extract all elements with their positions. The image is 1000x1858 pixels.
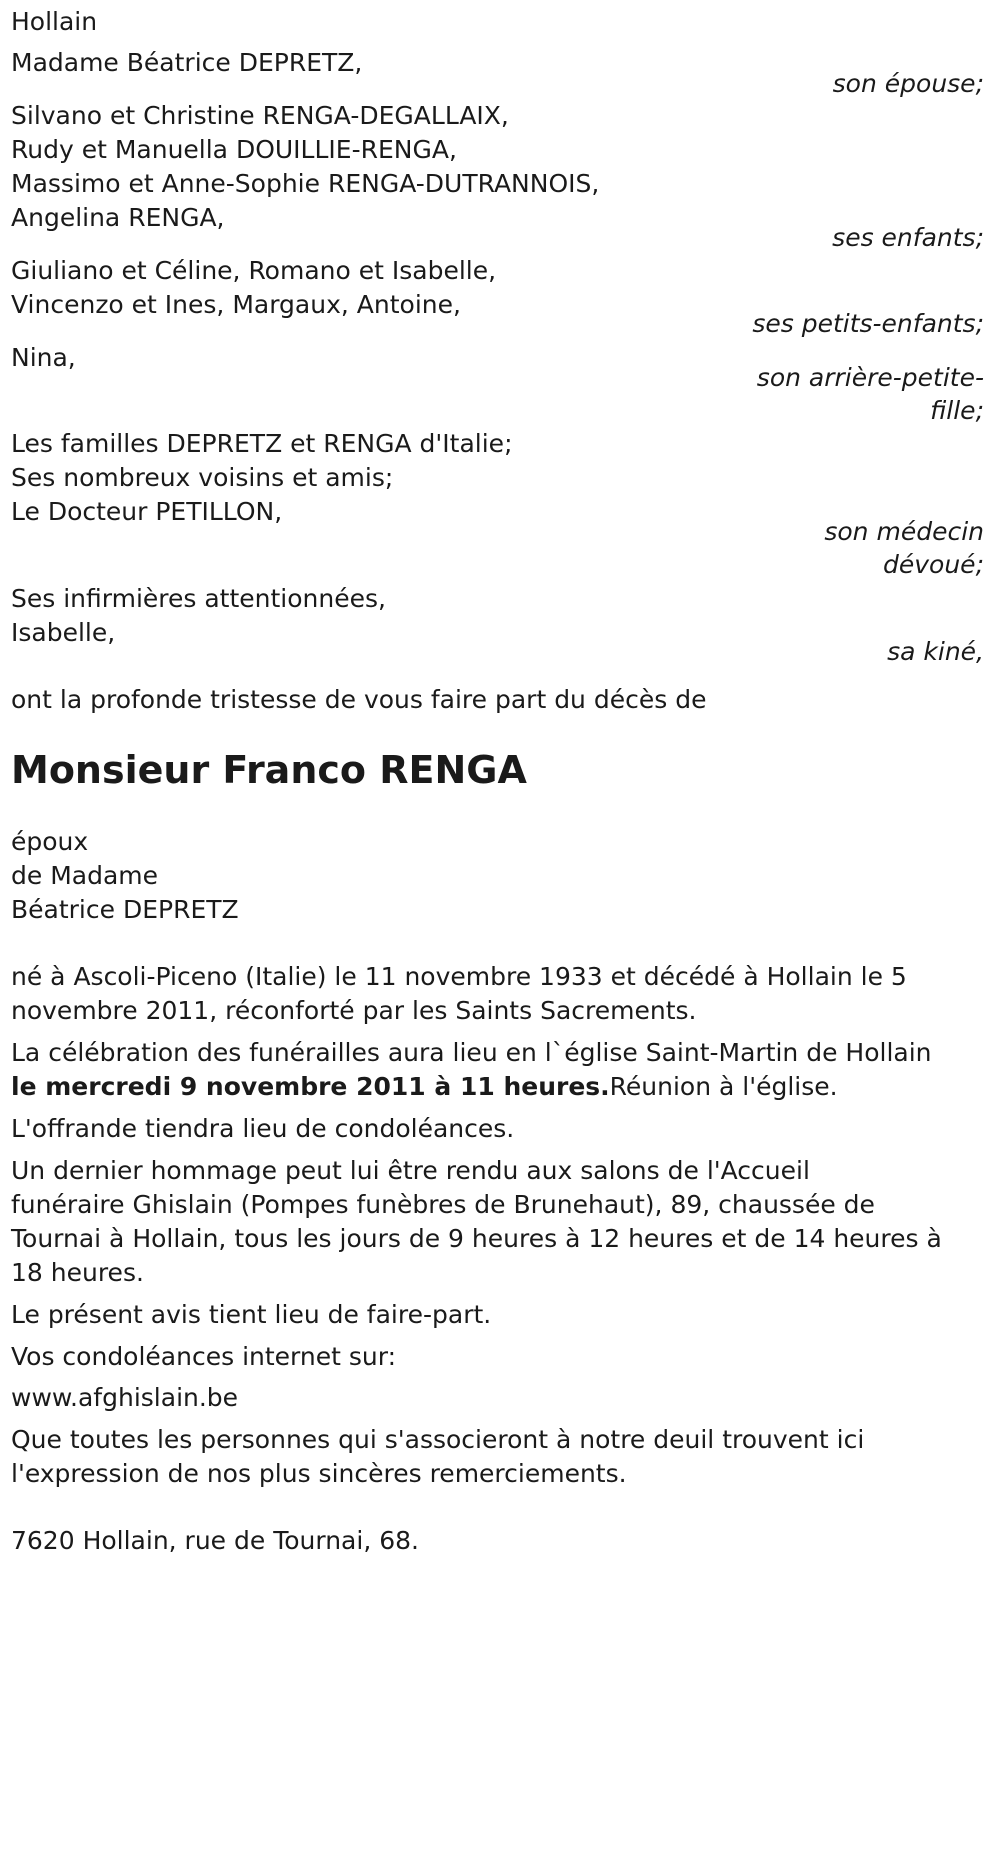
notice-line: Le présent avis tient lieu de faire-part. xyxy=(11,1300,492,1329)
child-line: Angelina RENGA, xyxy=(11,203,225,232)
great-granddaughter-name: Nina, xyxy=(11,343,76,372)
ceremony-schedule xyxy=(11,1067,838,1107)
address-line: 7620 Hollain, rue de Tournai, 68. xyxy=(11,1526,419,1555)
tribute-line: funéraire Ghislain (Pompes funèbres de Brunehaut), 89, chaussée de xyxy=(11,1190,875,1219)
physio-role: sa kiné, xyxy=(887,637,984,666)
nurse-line: Isabelle, xyxy=(11,618,116,647)
doctor-role: son médecin xyxy=(824,517,984,546)
family-line: Les familles DEPRETZ et RENGA d'Italie; xyxy=(11,429,513,458)
website-link[interactable]: www.afghislain.be xyxy=(11,1383,239,1412)
great-granddaughter-role: fille; xyxy=(930,396,984,425)
child-line: Silvano et Christine RENGA-DEGALLAIX, xyxy=(11,101,509,130)
tribute-line: Tournai à Hollain, tous les jours de 9 heures à 12 heures et de 14 heures à xyxy=(11,1224,942,1253)
deceased-name: Monsieur Franco RENGA xyxy=(11,748,527,792)
ceremony-meeting: Réunion à l'église. xyxy=(609,1072,838,1101)
ceremony-line: La célébration des funérailles aura lieu en l`église Saint-Martin de Hollain xyxy=(11,1038,932,1067)
condolences-label: Vos condoléances internet sur: xyxy=(11,1342,396,1371)
grandchildren-role: ses petits-enfants; xyxy=(752,309,984,338)
tribute-line: Un dernier hommage peut lui être rendu aux salons de l'Accueil xyxy=(11,1156,810,1185)
husband-line: de Madame xyxy=(11,861,159,890)
birth-death-line: novembre 2011, réconforté par les Saints Sacrements. xyxy=(11,996,697,1025)
location-heading: Hollain xyxy=(11,7,98,36)
announcement-intro: ont la profonde tristesse de vous faire part du décès de xyxy=(11,685,707,714)
husband-line: Béatrice DEPRETZ xyxy=(11,895,239,924)
birth-death-line: né à Ascoli-Piceno (Italie) le 11 novembre 1933 et décédé à Hollain le 5 xyxy=(11,962,907,991)
great-granddaughter-role: son arrière-petite- xyxy=(756,363,984,392)
husband-line: époux xyxy=(11,827,89,856)
ceremony-date: le mercredi 9 novembre 2011 à 11 heures. xyxy=(11,1072,610,1101)
thanks-line: Que toutes les personnes qui s'associeront à notre deuil trouvent ici xyxy=(11,1425,865,1454)
tribute-line: 18 heures. xyxy=(11,1258,144,1287)
children-role: ses enfants; xyxy=(832,223,984,252)
spouse-name: Madame Béatrice DEPRETZ, xyxy=(11,48,363,77)
family-line: Le Docteur PETILLON, xyxy=(11,497,283,526)
family-line: Ses nombreux voisins et amis; xyxy=(11,463,394,492)
doctor-role: dévoué; xyxy=(883,550,984,579)
grandchild-line: Giuliano et Céline, Romano et Isabelle, xyxy=(11,256,497,285)
grandchild-line: Vincenzo et Ines, Margaux, Antoine, xyxy=(11,290,461,319)
spouse-role: son épouse; xyxy=(832,69,984,98)
child-line: Massimo et Anne-Sophie RENGA-DUTRANNOIS, xyxy=(11,169,600,198)
child-line: Rudy et Manuella DOUILLIE-RENGA, xyxy=(11,135,457,164)
nurse-line: Ses infirmières attentionnées, xyxy=(11,584,386,613)
offering-line: L'offrande tiendra lieu de condoléances. xyxy=(11,1114,515,1143)
thanks-line: l'expression de nos plus sincères remerciements. xyxy=(11,1459,627,1488)
